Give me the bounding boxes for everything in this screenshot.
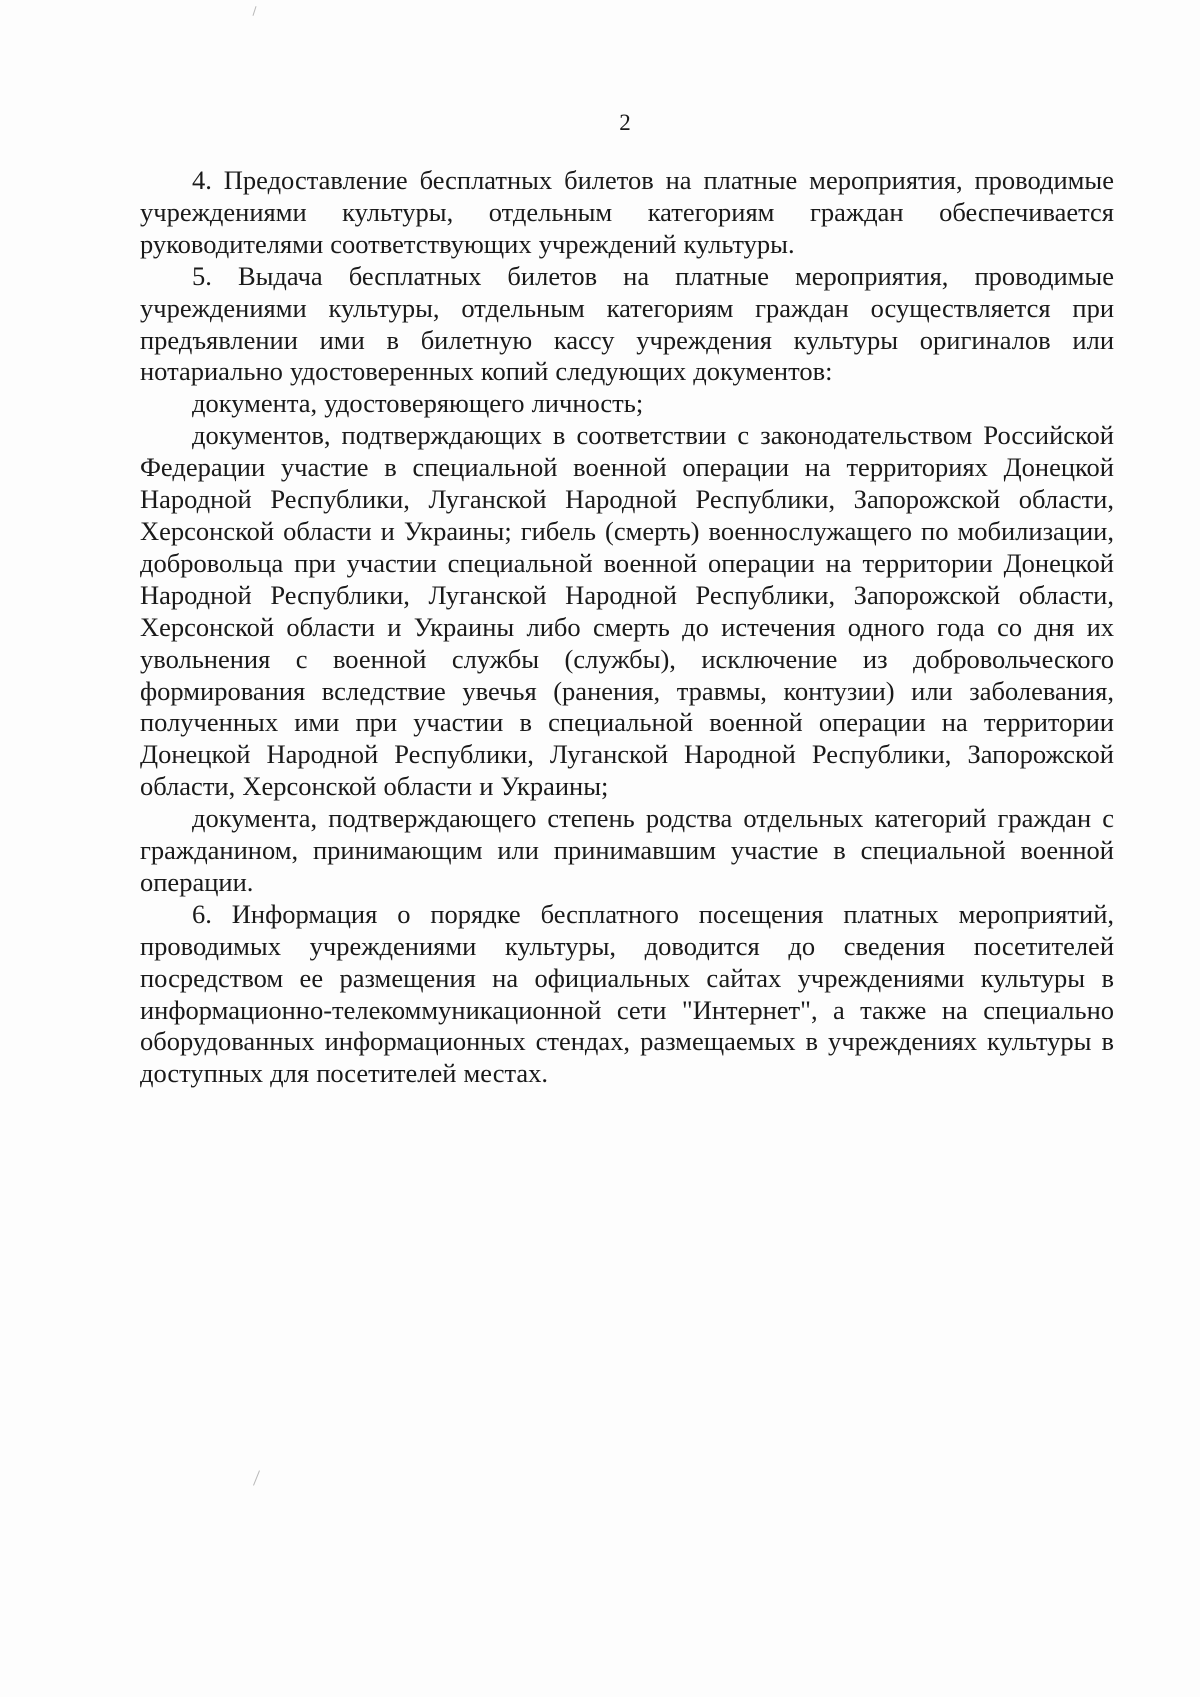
document-body <box>140 165 1114 1090</box>
list-item-participation-documents: документов, подтверждающих в соответствии с законодательством Российской Федерации участие в специальной военной операции на территориях Донецкой Народной Республики, Луганской Народной Республики, Запорожской области, Херсонской области и Украины; гибель (смерть) военнослужащего по мобилизации, добровольца при участии специальной военной операции на территории Донецкой Народной Республики, Луганской Народной Республики, Запорожской области, Херсонской области и Украины либо смерть до истечения одного года со дня их увольнения с военной службы (службы), исключение из добровольческого формирования вследствие увечья (ранения, травмы, контузии) или заболевания, полученных ими при участии в специальной военной операции на территории Донецкой Народной Республики, Луганской Народной Республики, Запорожской области, Херсонской области и Украины; <box>140 420 1114 802</box>
paragraph-item-4: 4. Предоставление бесплатных билетов на платные мероприятия, проводимые учреждениями культуры, отдельным категориям граждан обеспечивается руководителями соответствующих учреждений культуры. <box>140 165 1114 259</box>
scan-mark-top <box>252 6 256 16</box>
list-item-identity-document: документа, удостоверяющего личность; <box>192 388 644 419</box>
paragraph-item-6: 6. Информация о порядке бесплатного посещения платных мероприятий, проводимых учреждениями культуры, доводится до сведения посетителей посредством ее размещения на официальных сайтах учреждениями культуры в информационно-телекоммуникационной сети "Интернет", а также на специально оборудованных информационных стендах, размещаемых в учреждениях культуры в доступных для посетителей местах. <box>140 898 1114 1089</box>
scan-mark-bottom <box>253 1470 260 1485</box>
page-number: 2 <box>619 110 631 135</box>
list-item-kinship-document: документа, подтверждающего степень родства отдельных категорий граждан с гражданином, принимающим или принимавшим участие в специальной военной операции. <box>140 803 1114 897</box>
paragraph-item-5: 5. Выдача бесплатных билетов на платные мероприятия, проводимые учреждениями культуры, отдельным категориям граждан осуществляется при предъявлении ими в билетную кассу учреждения культуры оригиналов или нотариально удостоверенных копий следующих документов: <box>140 260 1114 387</box>
